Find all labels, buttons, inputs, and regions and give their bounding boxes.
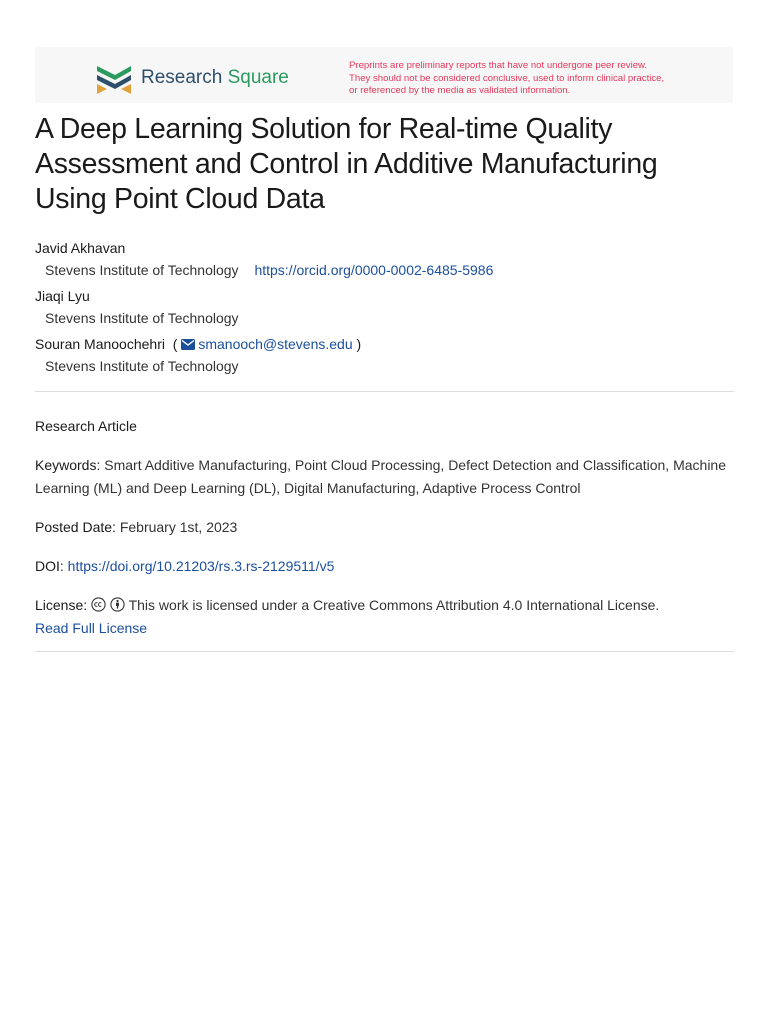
paren-open: ( bbox=[172, 336, 178, 352]
attribution-icon bbox=[110, 597, 125, 612]
corresponding-author bbox=[35, 333, 735, 357]
logo-text bbox=[141, 67, 289, 89]
disclaimer-line: They should not be considered conclusive, used to inform clinical practice, bbox=[349, 72, 665, 84]
divider bbox=[35, 651, 734, 652]
posted-date-value: February 1st, 2023 bbox=[119, 519, 238, 535]
paper-title: A Deep Learning Solution for Real-time Quality Assessment and Control in Additive Manufacturing Using Point Cloud Data bbox=[35, 113, 658, 215]
author-name: Javid Akhavan bbox=[35, 240, 126, 256]
article-type-label: Research Article bbox=[35, 418, 137, 434]
preprint-disclaimer bbox=[349, 60, 729, 98]
research-square-logo[interactable] bbox=[95, 62, 289, 94]
divider bbox=[35, 391, 734, 392]
author-email-link[interactable] bbox=[181, 336, 352, 352]
license-text: This work is licensed under a Creative Commons Attribution 4.0 International License. bbox=[128, 597, 660, 613]
keywords bbox=[35, 454, 735, 500]
doi bbox=[35, 555, 735, 578]
affiliation-text: Stevens Institute of Technology bbox=[45, 262, 239, 278]
disclaimer-line: or referenced by the media as validated information. bbox=[349, 85, 571, 96]
read-full-license-link[interactable]: Read Full License bbox=[35, 620, 148, 636]
license bbox=[35, 594, 735, 640]
author-email: smanooch@stevens.edu bbox=[198, 336, 353, 352]
keywords-value: Smart Additive Manufacturing, Point Cloud Processing, Defect Detection and Classification, Machine Learning (ML) and Deep Learning (DL), Digital Manufacturing, Adaptive Process Control bbox=[35, 457, 727, 496]
doi-link[interactable]: https://doi.org/10.21203/rs.3.rs-2129511/v5 bbox=[67, 558, 335, 574]
orcid-link[interactable]: https://orcid.org/0000-0002-6485-5986 bbox=[254, 262, 494, 278]
author-name: Jiaqi Lyu bbox=[35, 288, 90, 304]
envelope-icon bbox=[181, 339, 195, 350]
doi-label: DOI: bbox=[35, 558, 64, 574]
cc-icon bbox=[91, 597, 106, 612]
article-type bbox=[35, 415, 735, 438]
author-affiliation: Stevens Institute of Technology bbox=[45, 358, 239, 374]
keywords-label: Keywords: bbox=[35, 457, 101, 473]
author-affiliation bbox=[35, 261, 735, 285]
paren-close: ) bbox=[356, 336, 362, 352]
posted-date bbox=[35, 516, 735, 539]
preprint-banner bbox=[35, 47, 733, 103]
license-label: License: bbox=[35, 597, 88, 613]
logo-word-square: Square bbox=[227, 67, 289, 88]
disclaimer-line: Preprints are preliminary reports that have not undergone peer review. bbox=[349, 60, 648, 71]
author-affiliation: Stevens Institute of Technology bbox=[45, 310, 239, 326]
logo-word-research: Research bbox=[141, 67, 223, 88]
research-square-logo-icon bbox=[95, 62, 133, 94]
author-name: Souran Manoochehri bbox=[35, 336, 165, 352]
author-list bbox=[35, 237, 735, 381]
posted-date-label: Posted Date: bbox=[35, 519, 116, 535]
